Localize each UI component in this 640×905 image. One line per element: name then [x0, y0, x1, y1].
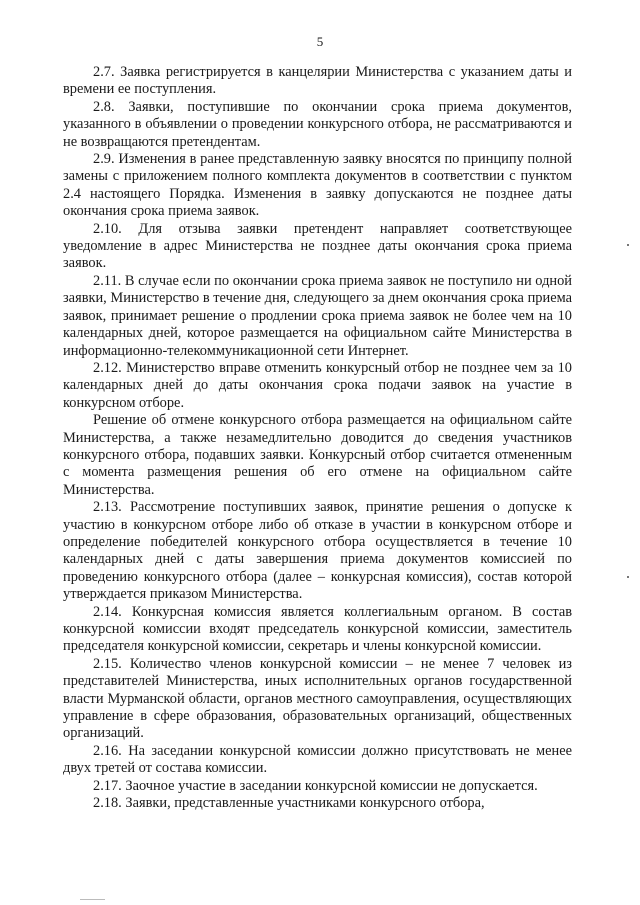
- scan-dot-mark: [627, 244, 629, 246]
- page-number: 5: [316, 34, 324, 49]
- paragraph-2-15: 2.15. Количество членов конкурсной комиссии – не менее 7 человек из представителей Министерства, иных исполнительных органов государственной власти Мурманской области, органов местного самоуправления, осуществляющих управление в сфере образования, образовательных организаций, общественных организаций.: [63, 655, 572, 742]
- scan-edge-line: [80, 899, 105, 900]
- paragraph-2-12: 2.12. Министерство вправе отменить конкурсный отбор не позднее чем за 10 календарных дней до даты окончания срока подачи заявок на участие в конкурсном отборе.: [63, 359, 572, 411]
- paragraph-2-7: 2.7. Заявка регистрируется в канцелярии Министерства с указанием даты и времени ее поступления.: [63, 64, 572, 98]
- paragraph-2-17: 2.17. Заочное участие в заседании конкурсной комиссии не допускается.: [93, 777, 538, 794]
- scan-dot-mark: [627, 576, 629, 578]
- paragraph-2-11: 2.11. В случае если по окончании срока приема заявок не поступило ни одной заявки, Министерство в течение дня, следующего за днем окончания срока приема заявок, принимает решение о продлении срока приема заявок не более чем на 10 календарных дней, которое размещается на официальном сайте Министерства в информационно-телекоммуникационной сети Интернет.: [63, 272, 572, 359]
- paragraph-2-18: 2.18. Заявки, представленные участниками конкурсного отбора,: [93, 795, 485, 812]
- document-body: [63, 64, 572, 812]
- paragraph-2-16: 2.16. На заседании конкурсной комиссии должно присутствовать не менее двух третей от состава комиссии.: [63, 742, 572, 777]
- paragraph-2-14: 2.14. Конкурсная комиссия является коллегиальным органом. В состав конкурсной комиссии входят председатель конкурсной комиссии, заместитель председателя конкурсной комиссии, секретарь и члены конкурсной комиссии.: [63, 603, 572, 655]
- paragraph-2-9: 2.9. Изменения в ранее представленную заявку вносятся по принципу полной замены с приложением полного комплекта документов в соответствии с пунктом 2.4 настоящего Порядка. Изменения в заявку допускаются не позднее даты окончания срока приема заявок.: [63, 151, 572, 220]
- paragraph-2-10: 2.10. Для отзыва заявки претендент направляет соответствующее уведомление в адрес Министерства не позднее даты окончания срока приема заявок.: [63, 220, 572, 272]
- paragraph-2-13: 2.13. Рассмотрение поступивших заявок, принятие решения о допуске к участию в конкурсном отборе либо об отказе в участии в конкурсном отборе и определение победителей конкурсного отбора осуществляется в течение 10 календарных дней с даты завершения приема документов комиссией по проведению конкурсного отбора (далее – конкурсная комиссия), состав которой утверждается приказом Министерства.: [63, 499, 572, 603]
- paragraph-2-8: 2.8. Заявки, поступившие по окончании срока приема документов, указанного в объявлении о проведении конкурсного отбора, не рассматриваются и не возвращаются претендентам.: [63, 98, 572, 150]
- paragraph-2-12-decision: Решение об отмене конкурсного отбора размещается на официальном сайте Министерства, а также незамедлительно доводится до сведения участников конкурсного отбора, подавших заявки. Конкурсный отбор считается отмененным с момента размещения решения об его отмене на официальном сайте Министерства.: [63, 412, 572, 498]
